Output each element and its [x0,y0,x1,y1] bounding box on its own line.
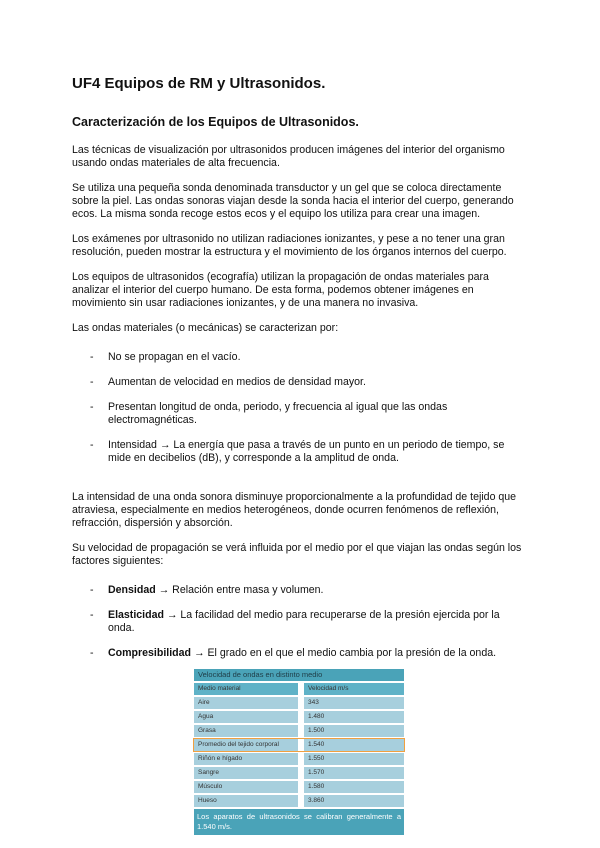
table-cell: 1.500 [304,725,404,737]
table-cell: Músculo [194,781,298,793]
table-row [194,781,404,793]
paragraph: Las ondas materiales (o mecánicas) se caracterizan por: [72,322,339,334]
factors-list [72,584,527,660]
paragraph: Las técnicas de visualización por ultrasonidos producen imágenes del interior del organismo usando ondas materiales de alta frecuencia. [72,144,505,169]
table-cell: Promedio del tejido corporal [194,739,298,751]
bullet-dash: - [90,647,94,659]
list-item [72,647,527,660]
term-description: → La facilidad del medio para recuperarse de la presión ejercida por la onda. [108,609,500,634]
table-row [194,697,404,709]
list-item-text: Intensidad → La energía que pasa a través de un punto en un periodo de tiempo, se mide en decibelios (dB), y corresponde a la amplitud de onda. [108,439,505,464]
bullet-dash: - [90,376,94,388]
table-row [194,753,404,765]
table-cell: 1.580 [304,781,404,793]
list-item-text: No se propagan en el vacío. [108,351,241,363]
paragraph: Los equipos de ultrasonidos (ecografía) utilizan la propagación de ondas materiales para analizar el interior del cuerpo humano. De esta forma, podemos obtener imágenes en movimiento sin usar radiaciones ionizantes, y de una manera no invasiva. [72,271,489,309]
term: Elasticidad [108,609,164,621]
table-cell: Riñón e hígado [194,753,298,765]
table-header [194,683,404,695]
table-cell: 1.540 [304,739,404,751]
list-item [72,609,527,635]
term-description: → El grado en el que el medio cambia por la presión de la onda. [191,647,497,659]
table-cell: Hueso [194,795,298,807]
page-title: UF4 Equipos de RM y Ultrasonidos. [72,75,326,92]
paragraph: Se utiliza una pequeña sonda denominada transductor y un gel que se coloca directamente sobre la piel. Las ondas sonoras viajan desde la sonda hacia el interior del cuerpo, generando ecos. La misma sonda recoge estos ecos y el equipo los utiliza para crear una imagen. [72,182,514,220]
header-cell: Medio material [194,683,298,695]
bullet-dash: - [90,439,94,451]
table-note: Los aparatos de ultrasonidos se calibran generalmente a 1.540 m/s. [194,809,404,835]
table-cell: Agua [194,711,298,723]
table-row [194,725,404,737]
table-cell: 3.860 [304,795,404,807]
list-item [72,439,527,465]
table-cell: Sangre [194,767,298,779]
list-item [72,376,527,389]
velocity-table [194,669,404,835]
bullet-dash: - [90,351,94,363]
paragraph: Su velocidad de propagación se verá influida por el medio por el que viajan las ondas según los factores siguientes: [72,542,522,567]
table-cell: Grasa [194,725,298,737]
term: Compresibilidad [108,647,191,659]
table-cell: 1.570 [304,767,404,779]
characteristics-list [72,351,527,465]
table-row [194,767,404,779]
term-description: → Relación entre masa y volumen. [155,584,324,596]
list-item [72,584,527,597]
section-heading: Caracterización de los Equipos de Ultrasonidos. [72,115,359,129]
paragraph: La intensidad de una onda sonora disminuye proporcionalmente a la profundidad de tejido que atraviesa, especialmente en medios heterogéneos, donde ocurren fenómenos de reflexión, refracción, dispersión y absorción. [72,491,517,529]
table-row [194,711,404,723]
table-row [194,795,404,807]
bullet-dash: - [90,584,94,596]
list-item [72,351,527,364]
bullet-dash: - [90,401,94,413]
table-title: Velocidad de ondas en distinto medio [194,669,404,681]
list-item [72,401,527,427]
list-item-text: Aumentan de velocidad en medios de densidad mayor. [108,376,366,388]
table-cell: 1.480 [304,711,404,723]
list-item-text: Presentan longitud de onda, periodo, y frecuencia al igual que las ondas electromagnéticas. [108,401,448,426]
table-cell: 343 [304,697,404,709]
table-cell: Aire [194,697,298,709]
header-cell: Velocidad m/s [304,683,404,695]
table-row [194,739,404,751]
bullet-dash: - [90,609,94,621]
paragraph: Los exámenes por ultrasonido no utilizan radiaciones ionizantes, y pese a no tener una gran resolución, pueden mostrar la estructura y el movimiento de los órganos internos del cuerpo. [72,233,507,258]
term: Densidad [108,584,156,596]
table-cell: 1.550 [304,753,404,765]
